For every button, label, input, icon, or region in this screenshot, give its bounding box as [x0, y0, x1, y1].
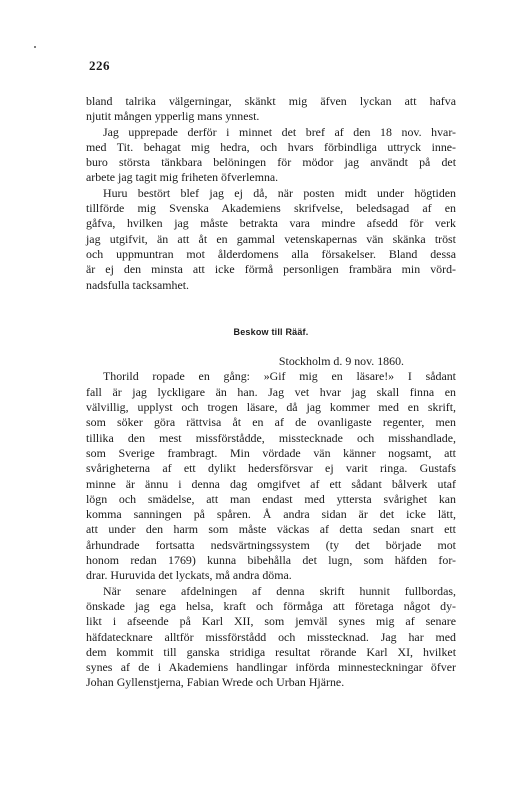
text-line: Huru bestört blef jag ej då, när posten midt under högtiden — [103, 185, 456, 200]
paper-speck — [34, 46, 36, 48]
text-line: buro största tänkbara belöningen för mödor jag användt på det — [86, 155, 456, 170]
text-line: som Sverige frambragt. Min vördade vän känner nogsamt, att — [86, 445, 456, 460]
text-line: och uppmuntran mot ålderdomens alla försakelser. Bland dessa — [86, 246, 456, 261]
text-line: jag utgifvit, än att åt en gammal vetenskapernas vän skänka tröst — [86, 231, 456, 246]
text-line: arbete jag tagit mig friheten öfverlemna. — [86, 170, 279, 185]
text-line: synes af de i Akademiens handlingar införda minnesteckningar öfver — [86, 660, 456, 675]
text-line: svårigheterna af ett dylikt hedersförsvar ej varit ringa. Gustafs — [86, 461, 456, 476]
page-number: 226 — [89, 58, 110, 73]
text-line: önskade jag ega helsa, kraft och förmåga att företaga något dy- — [86, 598, 456, 613]
paragraphs-before — [86, 94, 456, 293]
letter-heading: Beskow till Rääf. — [233, 326, 309, 337]
text-line: Johan Gyllenstjerna, Fabian Wrede och Urban Hjärne. — [86, 675, 345, 690]
text-line: häfdatecknare alltför missförstådd och misstecknad. Jag har med — [86, 629, 456, 644]
text-line: som söker göra rättvisa åt en af de ovanligaste regenter, men — [86, 415, 456, 430]
text-line: honom redan 1769) kunna bibehålla det lugn, som häfden for- — [86, 553, 456, 568]
text-line: likt i afseende på Karl XII, som jemväl synes mig af senare — [86, 614, 456, 629]
text-line: När senare afdelningen af denna skrift hunnit fullbordas, — [103, 583, 456, 598]
text-line: gåfva, hvilken jag måste betrakta vara mindre afsedd för verk — [86, 216, 456, 231]
text-line: drar. Huruvida det lyckats, må andra döma. — [86, 568, 292, 583]
text-line: att under den harm som måste väckas af detta sedan snart ett — [86, 522, 456, 537]
text-line: är ej den minsta att icke förmå personligen frambära min vörd- — [86, 262, 456, 277]
text-line: bland talrika välgerningar, skänkt mig äfven lyckan att hafva — [86, 94, 456, 108]
letter-dateline: Stockholm d. 9 nov. 1860. — [278, 354, 404, 369]
text-line: fall är jag lyckligare än han. Jag vet hvar jag skall finna en — [86, 384, 456, 399]
text-line: Jag upprepade derför i minnet det bref af den 18 nov. hvar- — [103, 124, 456, 139]
text-line: minne är ännu i denna dag omgifvet af ett sådant bålverk utaf — [86, 476, 456, 491]
text-line: århundrade fortsatta nedsvärtningssystem (ty det började mot — [86, 537, 456, 552]
text-line: lögn och smädelse, att man endast med yttersta svårighet kan — [86, 491, 456, 506]
paragraph — [86, 94, 456, 125]
paragraph — [86, 584, 456, 691]
paragraph — [86, 125, 456, 186]
body-text — [86, 94, 456, 691]
text-line: njutit mången ypperlig mans ynnest. — [86, 109, 260, 124]
text-line: dem kommit till ganska stridiga resultat rörande Karl XI, hvilket — [86, 644, 456, 659]
text-line: välvillig, upplyst och trogen läsare, då jag kommer med en skrift, — [86, 400, 456, 415]
text-line: tillika den mest missförstådde, misstecknade och misshandlade, — [86, 430, 456, 445]
text-line: Thorild ropade en gång: »Gif mig en läsare!» I sådant — [103, 369, 456, 384]
text-line: komma sanningen på spåren. Å andra sidan är det icke lätt, — [86, 507, 456, 522]
paragraph — [86, 186, 456, 293]
text-line: tillförde mig Svenska Akademiens skrifvelse, beledsagad af en — [86, 201, 456, 216]
text-line: med Tit. behagat mig hedra, och hvars förbindliga uttryck inne- — [86, 139, 456, 154]
paragraphs-after — [86, 369, 456, 690]
paragraph — [86, 369, 456, 583]
text-line: nadsfulla tacksamhet. — [86, 277, 190, 292]
